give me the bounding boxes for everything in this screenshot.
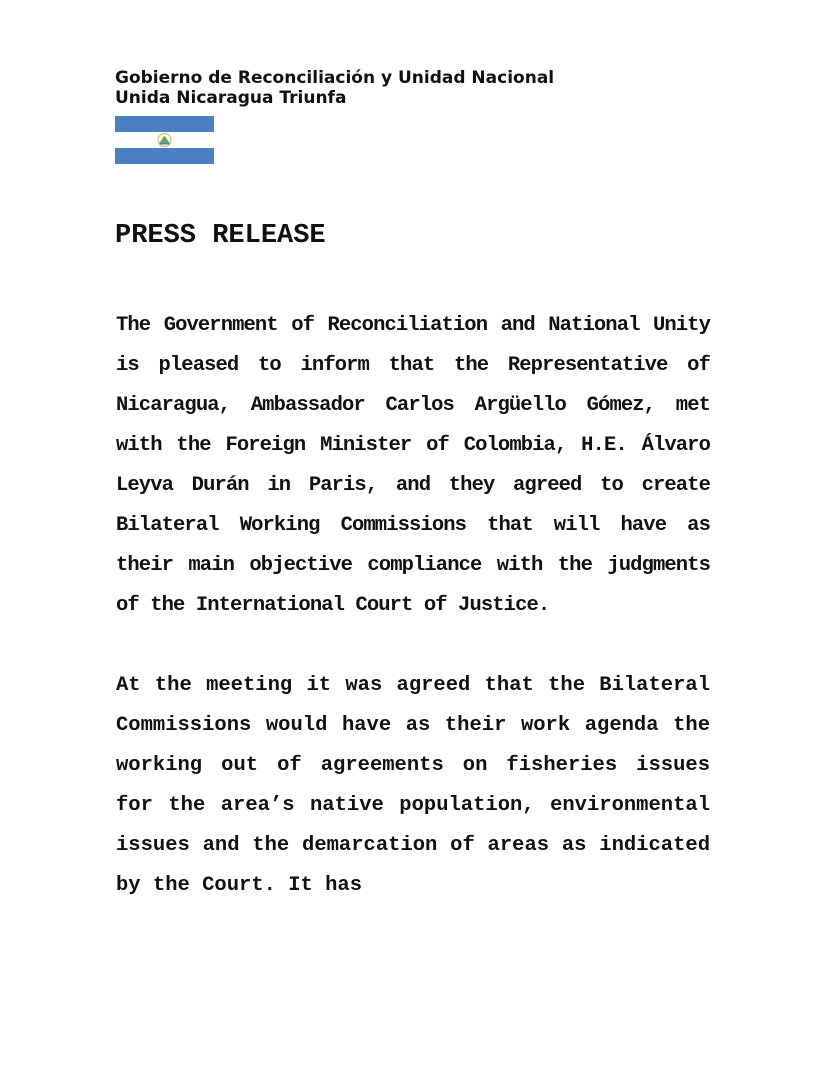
- paragraph-2: At the meeting it was agreed that the Bilateral Commissions would have as their work agenda the working out of agreements on fisheries issues for the area’s native population, environmental issues and the demarcation of areas as indicated by the Court. It has: [116, 674, 710, 897]
- page-title: PRESS RELEASE: [115, 221, 326, 251]
- nicaragua-flag-icon: [115, 116, 214, 164]
- header-line-government: Gobierno de Reconciliación y Unidad Nacional: [115, 68, 555, 88]
- header-line-slogan: Unida Nicaragua Triunfa: [115, 88, 347, 108]
- paragraph-1: The Government of Reconciliation and National Unity is pleased to inform that the Representative of Nicaragua, Ambassador Carlos Argüello Gómez, met with the Foreign Minister of Colombia, H.E. Álvaro Leyva Durán in Paris, and they agreed to create Bilateral Working Commissions that will have as their main objective compliance with the judgments of the International Court of Justice.: [116, 314, 710, 617]
- government-header: [115, 68, 554, 108]
